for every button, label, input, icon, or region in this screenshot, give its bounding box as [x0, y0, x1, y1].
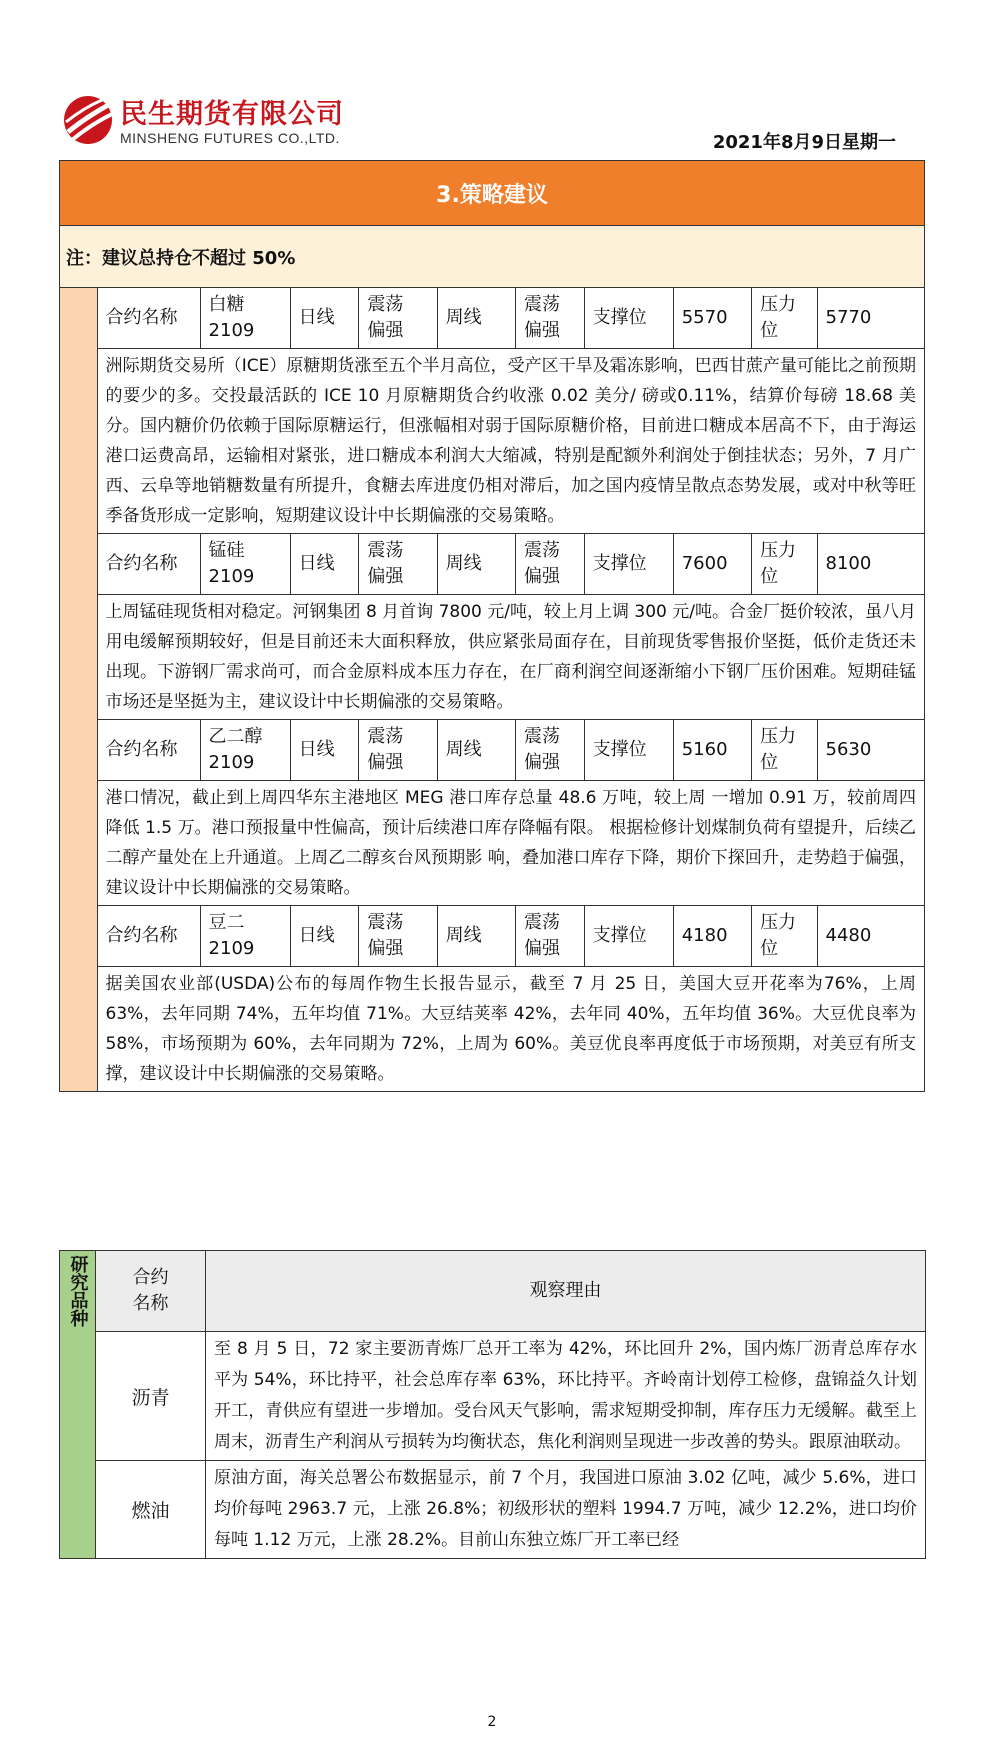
support-value: 7600 [673, 534, 751, 595]
research-row [60, 1332, 926, 1461]
contract-analysis: 港口情况，截止到上周四华东主港地区 MEG 港口库存总量 48.6 万吨，较上周 一增加 0.91 万，较前周四降低 1.5 万。港口预报量中性偏高，预计后续港口库存降幅有限。 根据检修计划煤制负荷有望提升，后续乙二醇产量处在上升通道。上周乙二醇亥台风预期影 响，叠加港口库存下降，期价下探回升，走势趋于偏强，建议设计中长期偏涨的交易策略。 [97, 781, 924, 906]
contract-name: 乙二醇 2109 [200, 720, 290, 781]
weekly-trend: 震荡 偏强 [516, 534, 585, 595]
weekly-label: 周线 [437, 906, 515, 967]
contract-analysis: 据美国农业部(USDA)公布的每周作物生长报告显示，截至 7 月 25 日，美国大豆开花率为76%，上周 63%，去年同期 74%，五年均值 71%。大豆结荚率 42%，去年同 40%，五年均值 36%。大豆优良率为 58%，市场预期为 60%，去年同期为 72%，上周为 60%。美豆优良率再度低于市场预期，对美豆有所支撑，建议设计中长期偏涨的交易策略。 [97, 967, 924, 1092]
strategy-table [59, 160, 925, 1092]
page-number: 2 [487, 1714, 497, 1730]
support-value: 5160 [673, 720, 751, 781]
weekly-trend: 震荡 偏强 [516, 720, 585, 781]
daily-trend: 震荡 偏强 [359, 288, 437, 349]
daily-trend: 震荡 偏强 [359, 720, 437, 781]
daily-label: 日线 [290, 906, 359, 967]
pressure-value: 4480 [817, 906, 924, 967]
daily-label: 日线 [290, 534, 359, 595]
support-label: 支撑位 [584, 288, 673, 349]
weekly-label: 周线 [437, 288, 515, 349]
pressure-label: 压力 位 [752, 288, 817, 349]
weekly-label: 周线 [437, 534, 515, 595]
pressure-label: 压力 位 [752, 906, 817, 967]
contract-analysis: 洲际期货交易所（ICE）原糖期货涨至五个半月高位，受产区干旱及霜冻影响，巴西甘蔗产量可能比之前预期的要少的多。交投最活跃的 ICE 10 月原糖期货合约收涨 0.02 美分/ 磅或0.11%，结算价每磅 18.68 美分。国内糖价仍依赖于国际原糖运行，但涨幅相对弱于国际原糖价格，目前进口糖成本居高不下，由于海运港口运费高昂，运输相对紧张，进口糖成本利润大大缩减，特别是配额外利润处于倒挂状态；另外，7 月广西、云阜等地销糖数量有所提升，食糖去库进度仍相对滞后，加之国内疫情呈散点态势发展，或对中秋等旺季备货形成一定影响，短期建议设计中长期偏涨的交易策略。 [97, 349, 924, 534]
research-side-label: 研究品种 [60, 1251, 96, 1559]
pressure-label: 压力 位 [752, 720, 817, 781]
weekly-label: 周线 [437, 720, 515, 781]
position-note: 注：建议总持仓不超过 50% [60, 226, 925, 288]
weekly-trend: 震荡 偏强 [516, 906, 585, 967]
company-name-cn: 民生期货有限公司 [120, 99, 344, 130]
contract-analysis: 上周锰硅现货相对稳定。河钢集团 8 月首询 7800 元/吨，较上月上调 300 元/吨。合金厂挺价较浓，虽八月用电缓解预期较好，但是目前还未大面积释放，供应紧张局面存在，目前现货零售报价坚挺，低价走货还未出现。下游钢厂需求尚可，而合金原料成本压力存在，在厂商利润空间逐渐缩小下钢厂压价困难。短期硅锰市场还是坚挺为主，建议设计中长期偏涨的交易策略。 [97, 595, 924, 720]
support-label: 支撑位 [584, 720, 673, 781]
minsheng-logo-icon [62, 92, 114, 148]
report-date: 2021年8月9日星期一 [712, 132, 896, 153]
contract-label: 合约名称 [97, 720, 200, 781]
contract-info-row [60, 534, 925, 595]
contract-name: 白糖 2109 [200, 288, 290, 349]
support-value: 4180 [673, 906, 751, 967]
daily-trend: 震荡 偏强 [359, 534, 437, 595]
company-logo [62, 92, 362, 152]
daily-label: 日线 [290, 288, 359, 349]
contract-label: 合约名称 [97, 534, 200, 595]
daily-trend: 震荡 偏强 [359, 906, 437, 967]
research-table [59, 1250, 926, 1559]
contract-label: 合约名称 [97, 288, 200, 349]
pressure-value: 8100 [817, 534, 924, 595]
daily-label: 日线 [290, 720, 359, 781]
contract-info-row [60, 288, 925, 349]
contract-info-row [60, 720, 925, 781]
research-reason: 原油方面，海关总署公布数据显示，前 7 个月，我国进口原油 3.02 亿吨，减少 5.6%，进口均价每吨 2963.7 元，上涨 26.8%；初级形状的塑料 1994.7 万吨，减少 12.2%，进口均价每吨 1.12 万元，上涨 28.2%。目前山东独立炼厂开工率已经 [206, 1461, 926, 1559]
support-label: 支撑位 [584, 906, 673, 967]
contract-label: 合约名称 [97, 906, 200, 967]
pressure-label: 压力 位 [752, 534, 817, 595]
pressure-value: 5630 [817, 720, 924, 781]
side-band [60, 288, 98, 1092]
contract-name: 豆二 2109 [200, 906, 290, 967]
strategy-title: 3.策略建议 [60, 161, 925, 226]
contract-info-row [60, 906, 925, 967]
support-value: 5570 [673, 288, 751, 349]
pressure-value: 5770 [817, 288, 924, 349]
research-reason: 至 8 月 5 日，72 家主要沥青炼厂总开工率为 42%，环比回升 2%，国内炼厂沥青总库存水平为 54%，环比持平，社会总库存率 63%，环比持平。齐岭南计划停工检修，盘锦益久计划开工，青供应有望进一步增加。受台风天气影响，需求短期受抑制，库存压力无缓解。截至上周末，沥青生产利润从亏损转为均衡状态，焦化利润则呈现进一步改善的势头。跟原油联动。 [206, 1332, 926, 1461]
research-name: 燃油 [96, 1461, 206, 1559]
header-contract-name: 合约 名称 [96, 1251, 206, 1332]
research-name: 沥青 [96, 1332, 206, 1461]
company-name-en: MINSHENG FUTURES CO.,LTD. [120, 130, 340, 146]
support-label: 支撑位 [584, 534, 673, 595]
research-row [60, 1461, 926, 1559]
contract-name: 锰硅 2109 [200, 534, 290, 595]
header-reason: 观察理由 [206, 1251, 926, 1332]
weekly-trend: 震荡 偏强 [516, 288, 585, 349]
